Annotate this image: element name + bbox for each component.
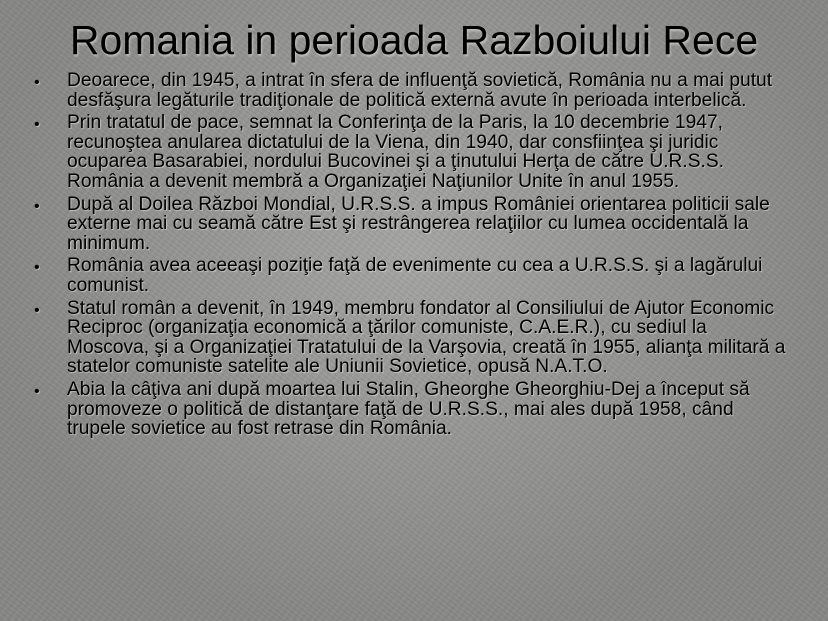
bullet-text: Prin tratatul de pace, semnat la Conferinţa de la Paris, la 10 decembrie 1947, recunoştea anularea dictatului de la Viena, din 1940, dar consfiinţea şi juridic ocuparea Basarabiei, nordului Bucovinei şi a ţinutului Herţa de către U.R.S.S. România a devenit membră a Organizaţiei Naţiunilor Unite în anul 1955. [67,112,724,192]
bullet-text: Abia la câţiva ani după moartea lui Stalin, Gheorghe Gheorghiu-Dej a început să promoveze o politică de distanţare faţă de U.R.S.S., mai ales după 1958, când trupele sovietice au fost retrase din România. [67,378,750,440]
slide-title: Romania in perioada Razboiului Rece [69,17,759,63]
bullet-item-1 [34,71,794,110]
bullet-icon: • [34,74,40,91]
bullet-icon: • [34,116,40,134]
bullet-text: După al Doilea Război Mondial, U.R.S.S. a impus României orientarea politicii sale externe mai cu seamă către Est şi restrângerea relaţiilor cu lumea occidentală la minimum. [67,193,770,254]
bullet-icon: • [34,197,40,215]
bullet-text: România avea aceeaşi poziţie faţă de evenimente cu cea a U.R.S.S. şi a lagărului comunist. [67,255,763,296]
bullet-list [34,71,794,442]
bullet-text: Deoarece, din 1945, a intrat în sfera de influenţă sovietică, România nu a mai putut desfăşura legăturile tradiţionale de politică externă avute în perioada interbelică. [67,70,773,111]
bullet-text: Statul român a devenit, în 1949, membru fondator al Consiliului de Ajutor Economic Reciproc (organizaţia economică a ţărilor comuniste, C.A.E.R.), cu sediul la Moscova, şi a Organizaţiei Tratatului de la Varşovia, creată în 1955, alianţa militară a statelor comuniste satelite ale Uniunii Sovietice, opusă N.A.T.O. [67,297,786,378]
bullet-icon: • [34,259,40,277]
bullet-item-6 [34,380,794,439]
bullet-icon: • [34,382,40,400]
bullet-item-3 [34,195,794,254]
bullet-item-5 [34,299,794,377]
bullet-item-2 [34,113,794,191]
bullet-item-4 [34,256,794,295]
bullet-icon: • [34,301,40,319]
